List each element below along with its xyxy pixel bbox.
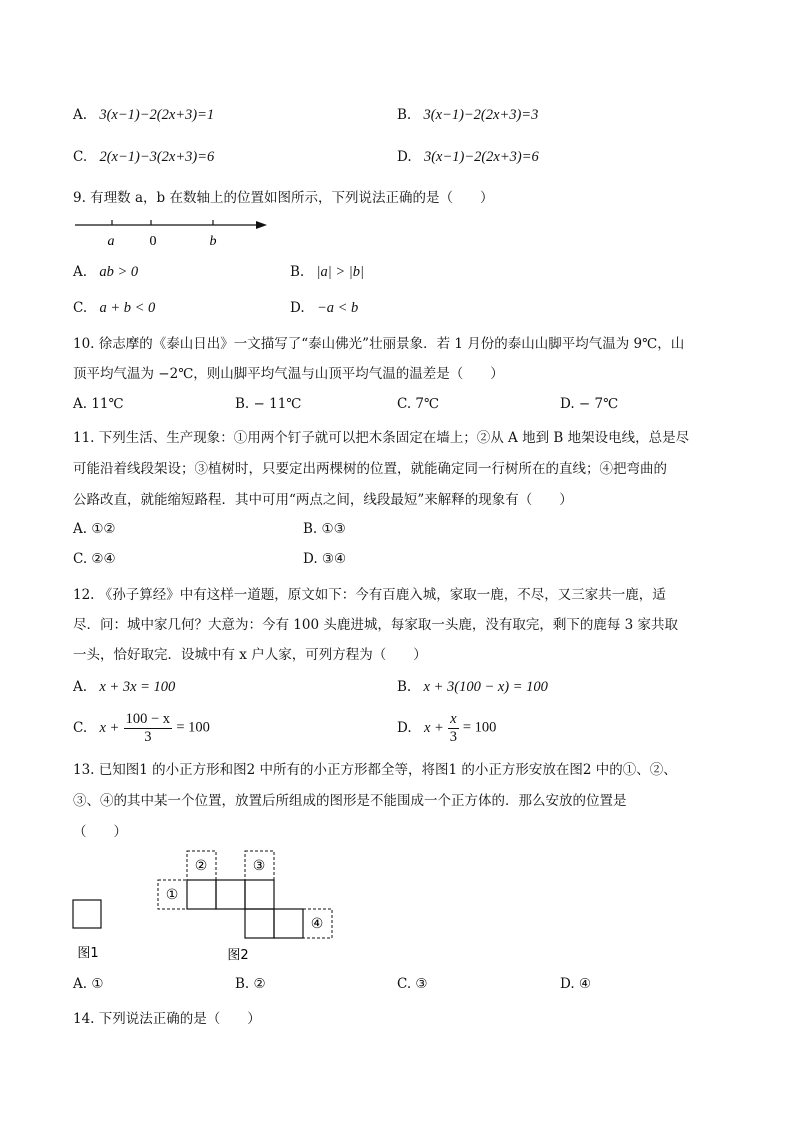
option-text-post: = 100 (462, 719, 497, 736)
number-line-arrow (256, 221, 267, 229)
option-label: C. (73, 720, 88, 736)
fig2-square (245, 909, 274, 938)
q9-option-b[interactable] (290, 264, 364, 281)
option-label: B. (290, 264, 305, 280)
q8-option-d[interactable] (397, 149, 539, 166)
option-text: 3(x−1)−2(2x+3)=6 (423, 149, 539, 165)
q9-option-d[interactable] (290, 300, 358, 317)
q13-option-b[interactable]: B. ② (235, 976, 266, 992)
q13-stem-line2: ③、④的其中某一个位置，放置后所组成的图形是不能围成一个正方体的．那么安放的位置是 (73, 793, 627, 809)
label-a: a (107, 234, 115, 249)
q13-option-a[interactable]: A. ① (73, 976, 104, 992)
q10-option-a[interactable]: A. 11℃ (73, 396, 124, 412)
q8-option-c[interactable] (73, 149, 214, 166)
fig1-square (73, 900, 101, 928)
number-line-figure (70, 212, 280, 252)
q11-option-a[interactable]: A. ①② (73, 521, 116, 537)
q11-stem-line1: 11. 下列生活、生产现象：①用两个钉子就可以把木条固定在墙上；②从 A 地到 B 地架设电线，总是尽 (73, 430, 690, 446)
option-label: D. (397, 149, 412, 165)
option-text-pre: x + (99, 719, 120, 736)
option-d-fraction (448, 712, 458, 744)
marker-3: ③ (252, 858, 266, 874)
option-label: B. (397, 107, 412, 123)
option-label: B. (397, 679, 412, 695)
option-label: A. (73, 107, 88, 123)
fig2-square (187, 880, 216, 909)
option-text: |a| > |b| (316, 264, 364, 280)
option-text: x + 3x = 100 (99, 679, 176, 695)
option-text-post: = 100 (176, 719, 210, 736)
marker-4: ④ (310, 916, 324, 932)
option-label: D. (290, 300, 305, 316)
q12-stem-line3: 一头，恰好取完．设城中有 x 户人家，可列方程为（ ） (73, 647, 427, 663)
fig2-square (245, 880, 274, 909)
q12-option-b[interactable] (397, 679, 548, 696)
q10-option-c[interactable]: C. 7℃ (397, 396, 440, 412)
q13-stem-line1: 13. 已知图1 的小正方形和图2 中所有的小正方形都全等，将图1 的小正方形安放在图2 中的①、②、 (73, 762, 677, 778)
option-text: 3(x−1)−2(2x+3)=3 (423, 107, 539, 123)
q9-option-c[interactable] (73, 300, 155, 317)
fig2-square (216, 880, 245, 909)
q14-stem: 14. 下列说法正确的是（ ） (73, 1011, 261, 1027)
q13-option-d[interactable]: D. ④ (560, 976, 592, 992)
q11-stem-line2: 可能沿着线段架设；③植树时，只要定出两棵树的位置，就能确定同一行树所在的直线；④把弯曲的 (73, 461, 667, 477)
label-zero: 0 (149, 234, 157, 249)
fraction-numerator: 100 − x (125, 711, 171, 727)
q10-option-b[interactable]: B. − 11℃ (235, 396, 302, 412)
option-text: x + 3(100 − x) = 100 (423, 679, 548, 695)
q10-stem-line2: 顶平均气温为 −2℃，则山脚平均气温与山顶平均气温的温差是（ ） (73, 366, 504, 382)
cube-net-figure (70, 848, 340, 968)
q11-option-b[interactable]: B. ①③ (303, 521, 346, 537)
marker-1: ① (165, 887, 179, 903)
option-label: C. (73, 300, 88, 316)
q13-stem-line3: （ ） (73, 824, 127, 840)
fig2-square (274, 909, 303, 938)
q8-option-a[interactable] (73, 107, 214, 124)
label-b: b (209, 234, 217, 249)
q12-option-c[interactable] (73, 712, 210, 744)
fraction-numerator: x (450, 711, 457, 727)
q9-stem: 9. 有理数 a，b 在数轴上的位置如图所示，下列说法正确的是（ ） (73, 190, 494, 206)
option-label: D. (397, 720, 412, 736)
fraction-denominator: 3 (144, 728, 152, 745)
option-label: C. (73, 149, 88, 165)
fig1-caption: 图1 (77, 946, 99, 961)
option-text: ab > 0 (99, 264, 139, 280)
q12-option-a[interactable] (73, 679, 175, 696)
q11-option-d[interactable]: D. ③④ (303, 551, 347, 567)
option-c-fraction (124, 712, 172, 744)
fig2-solid-squares (187, 880, 303, 938)
q9-option-a[interactable] (73, 264, 138, 281)
q8-option-b[interactable] (397, 107, 538, 124)
option-text: a + b < 0 (99, 300, 156, 316)
option-text: −a < b (316, 300, 359, 316)
q11-option-c[interactable]: C. ②④ (73, 551, 116, 567)
q12-option-d[interactable] (397, 712, 496, 744)
q12-stem-line1: 12. 《孙子算经》中有这样一道题，原文如下：今有百鹿入城，家取一鹿，不尽，又三家共一鹿，适 (73, 587, 666, 603)
option-text: 3(x−1)−2(2x+3)=1 (99, 107, 215, 123)
option-label: A. (73, 679, 88, 695)
option-text-pre: x + (423, 719, 444, 736)
q13-option-c[interactable]: C. ③ (397, 976, 428, 992)
q12-stem-line2: 尽．问：城中家几何？大意为：今有 100 头鹿进城，每家取一头鹿，没有取完，剩下的鹿每 3 家共取 (73, 617, 679, 633)
q11-stem-line3: 公路改直，就能缩短路程．其中可用“两点之间，线段最短”来解释的现象有（ ） (73, 492, 573, 508)
q10-stem-line1: 10. 徐志摩的《泰山日出》一文描写了“泰山佛光”壮丽景象．若 1 月份的泰山山脚平均气温为 9℃，山 (73, 336, 685, 352)
q10-option-d[interactable]: D. − 7℃ (560, 396, 619, 412)
fig2-caption: 图2 (227, 948, 249, 963)
option-text: 2(x−1)−3(2x+3)=6 (99, 149, 215, 165)
marker-2: ② (194, 858, 208, 874)
option-label: A. (73, 264, 88, 280)
fraction-denominator: 3 (449, 728, 457, 745)
